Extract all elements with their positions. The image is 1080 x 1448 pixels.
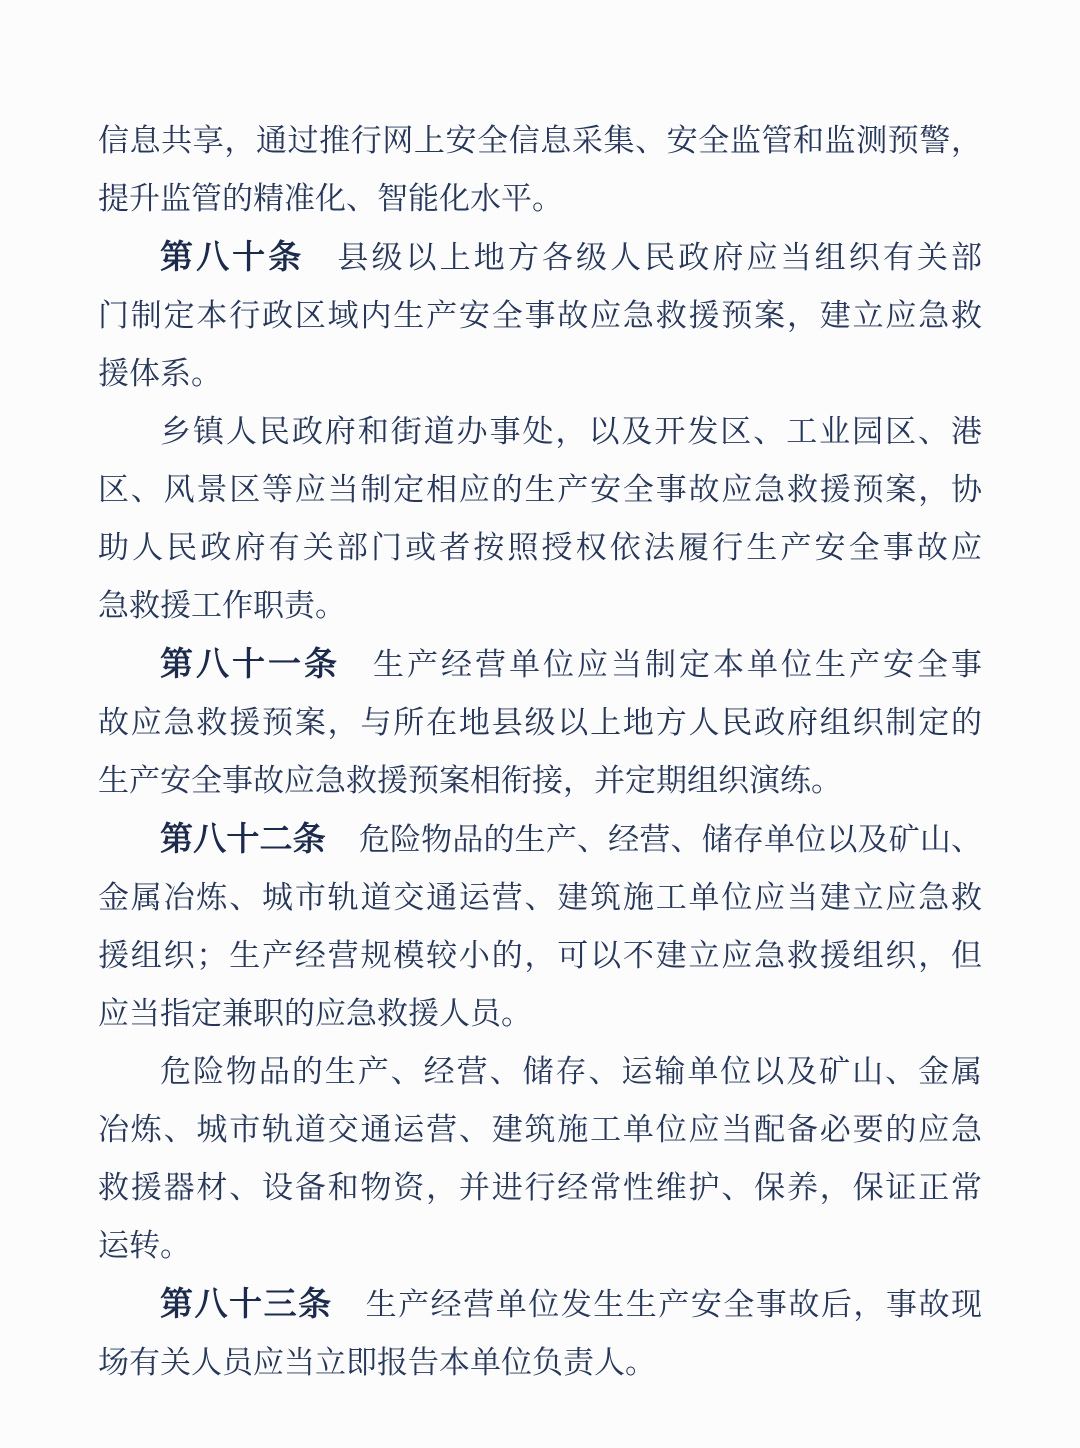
text-line [98,810,982,869]
text-line [98,228,982,287]
text-line: 区、风景区等应当制定相应的生产安全事故应急救援预案，协 [98,472,982,507]
text-line [98,635,982,694]
article-81-text: 生产经营单位应当制定本单位生产安全事 [373,647,982,682]
article-80-text: 县级以上地方各级人民政府应当组织有关部 [337,240,983,275]
paragraph-township [98,403,982,635]
text-line: 助人民政府有关部门或者按照授权依法履行生产安全事故应 [98,530,982,565]
article-82-text: 危险物品的生产、经营、储存单位以及矿山、 [358,822,983,857]
text-line [98,1275,982,1334]
text-line: 救援器材、设备和物资，并进行经常性维护、保养，保证正常 [98,1170,982,1205]
paragraph-dangerous-goods [98,1043,982,1275]
text-line: 生产安全事故应急救援预案相衔接，并定期组织演练。 [98,763,842,798]
text-line: 运转。 [98,1228,191,1263]
text-line: 应当指定兼职的应急救援人员。 [98,996,532,1031]
text-line: 急救援工作职责。 [98,588,346,623]
text-line: 提升监管的精准化、智能化水平。 [98,181,563,216]
text-line: 援组织；生产经营规模较小的，可以不建立应急救援组织，但 [98,938,982,973]
paragraph-article-82 [98,810,982,1043]
text-line: 门制定本行政区域内生产安全事故应急救援预案，建立应急救 [98,298,982,333]
article-81-label: 第八十一条 [160,645,340,682]
text-line: 危险物品的生产、经营、储存、运输单位以及矿山、金属 [160,1054,982,1089]
text-line: 故应急救援预案，与所在地县级以上地方人民政府组织制定的 [98,705,982,740]
text-line: 场有关人员应当立即报告本单位负责人。 [98,1345,656,1380]
article-83-text: 生产经营单位发生生产安全事故后，事故现 [365,1287,982,1322]
article-80-label: 第八十条 [160,238,305,275]
text-line: 信息共享，通过推行网上安全信息采集、安全监管和监测预警， [98,123,982,158]
text-line: 乡镇人民政府和街道办事处，以及开发区、工业园区、港 [160,414,982,449]
paragraph-article-80 [98,228,982,403]
text-line: 金属冶炼、城市轨道交通运营、建筑施工单位应当建立应急救 [98,880,982,915]
article-83-label: 第八十三条 [160,1285,333,1322]
paragraph-article-81 [98,635,982,810]
text-line: 援体系。 [98,356,222,391]
article-82-label: 第八十二条 [160,820,326,857]
paragraph-article-83 [98,1275,982,1392]
text-line: 冶炼、城市轨道交通运营、建筑施工单位应当配备必要的应急 [98,1112,982,1147]
paragraph-continuation [98,112,982,228]
